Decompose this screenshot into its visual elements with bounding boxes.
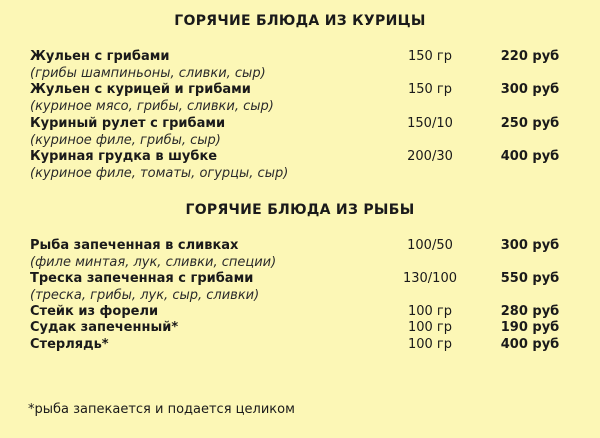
menu-item-name: Стейк из форели <box>30 304 159 319</box>
menu-item-price: 250 руб <box>500 116 560 131</box>
menu-item-name: Куриная грудка в шубке <box>30 149 218 164</box>
menu-item-name: Куриный рулет с грибами <box>30 116 226 131</box>
menu-item-name: Рыба запеченная в сливках <box>30 238 239 253</box>
menu-item-price: 400 руб <box>500 337 560 352</box>
menu-item-weight: 200/30 <box>407 149 453 164</box>
section-title-chicken: ГОРЯЧИЕ БЛЮДА ИЗ КУРИЦЫ <box>174 13 426 29</box>
menu-item-weight: 150 гр <box>407 49 453 64</box>
menu-item-name: Треска запеченная с грибами <box>30 271 254 286</box>
section-title-fish: ГОРЯЧИЕ БЛЮДА ИЗ РЫБЫ <box>185 202 415 218</box>
menu-item-name: Жульен с курицей и грибами <box>30 82 251 97</box>
menu-item-weight: 100 гр <box>407 304 453 319</box>
menu-item-weight: 150 гр <box>407 82 453 97</box>
menu-item-weight: 100 гр <box>407 337 453 352</box>
footnote: *рыба запекается и подается целиком <box>28 402 295 417</box>
menu-item-name: Судак запеченный* <box>30 320 179 335</box>
menu-item-price: 400 руб <box>500 149 560 164</box>
menu-item-price: 280 руб <box>500 304 560 319</box>
menu-item-price: 300 руб <box>500 82 560 97</box>
menu-item-price: 220 руб <box>500 49 560 64</box>
menu-item-description: (куриное филе, грибы, сыр) <box>30 133 221 148</box>
menu-item-description: (треска, грибы, лук, сыр, сливки) <box>30 288 260 303</box>
menu-item-description: (филе минтая, лук, сливки, специи) <box>30 255 277 270</box>
menu-item-description: (грибы шампиньоны, сливки, сыр) <box>30 66 266 81</box>
menu-item-price: 550 руб <box>500 271 560 286</box>
menu-item-price: 300 руб <box>500 238 560 253</box>
menu-item-description: (куриное мясо, грибы, сливки, сыр) <box>30 99 274 114</box>
menu-item-weight: 150/10 <box>407 116 453 131</box>
menu-item-weight: 130/100 <box>402 271 457 286</box>
menu-item-weight: 100 гр <box>407 320 453 335</box>
menu-item-price: 190 руб <box>500 320 560 335</box>
menu-item-weight: 100/50 <box>407 238 453 253</box>
menu-item-name: Жульен с грибами <box>30 49 170 64</box>
menu-item-name: Стерлядь* <box>30 337 109 352</box>
menu-item-description: (куриное филе, томаты, огурцы, сыр) <box>30 166 289 181</box>
